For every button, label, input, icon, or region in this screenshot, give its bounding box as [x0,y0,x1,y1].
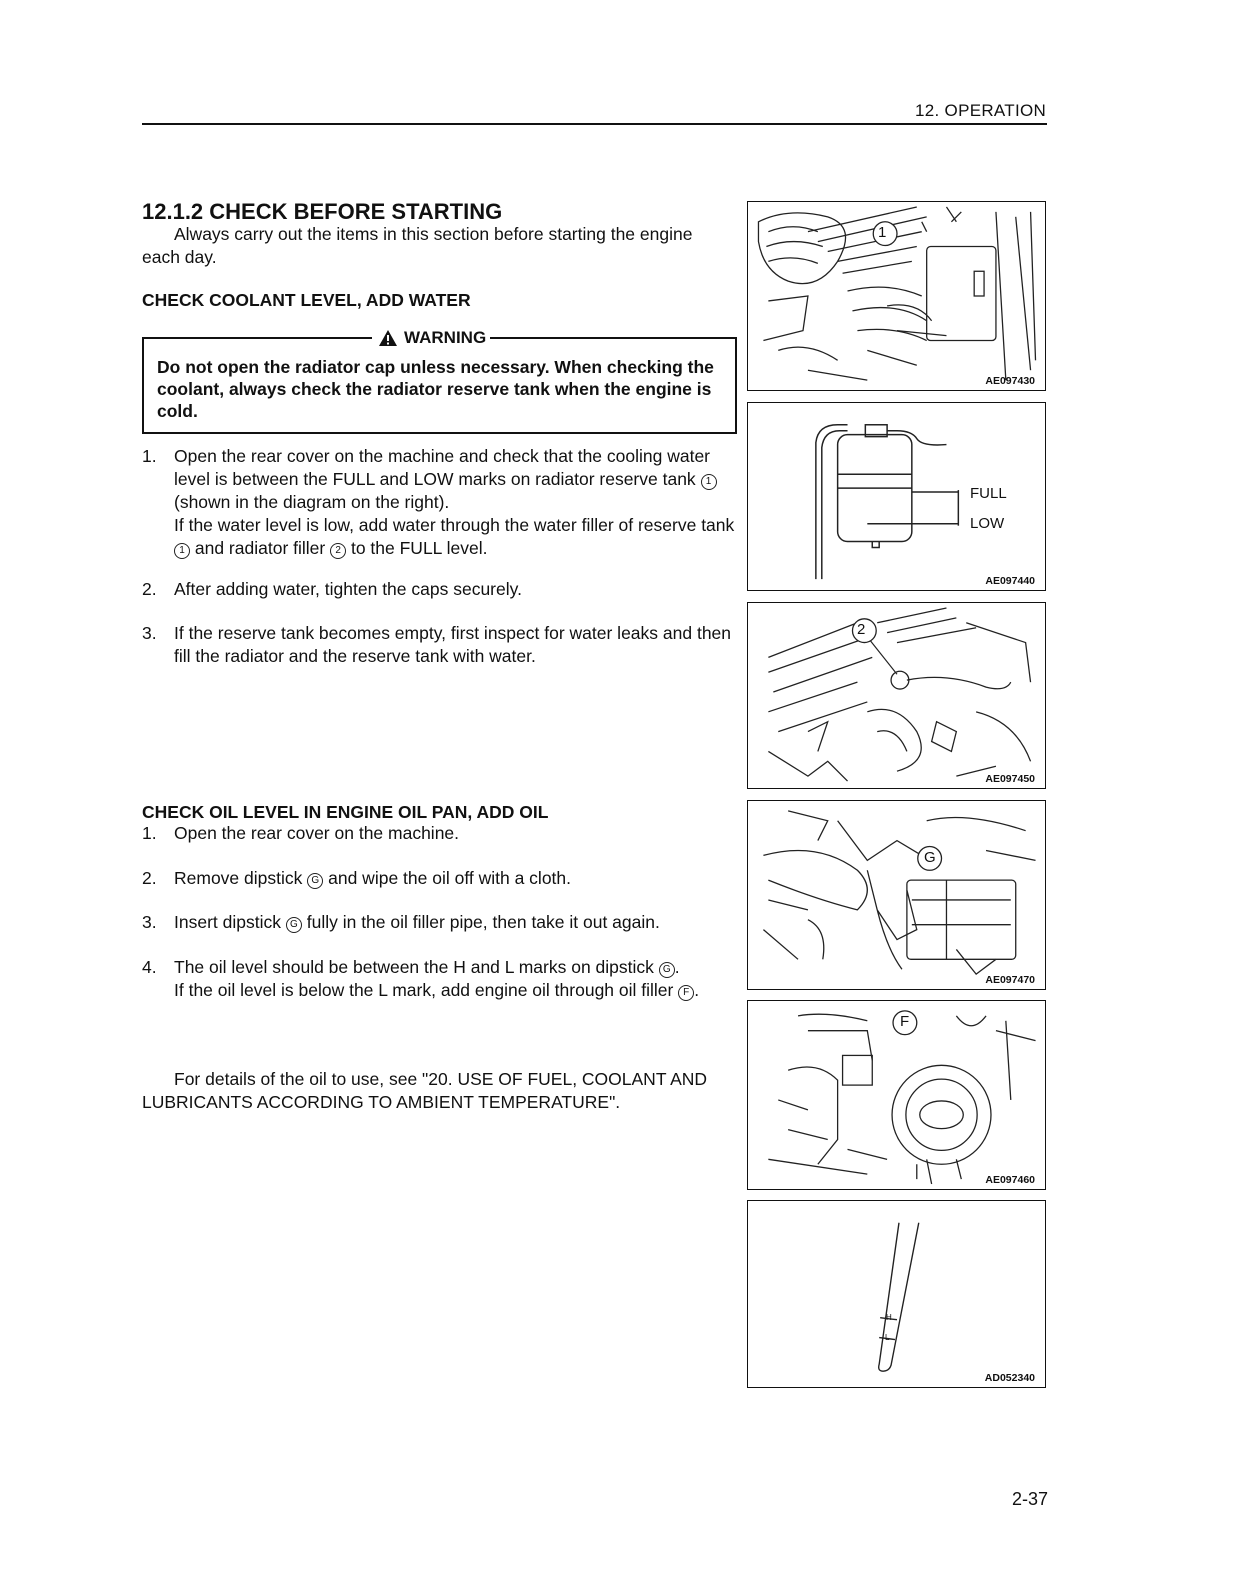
step-number: 2. [142,579,157,599]
step-text-part: Insert dipstick [174,912,286,932]
step-text [174,445,737,560]
step-text-part: and wipe the oil off with a cloth. [328,868,572,888]
figure-code: AE097470 [985,974,1035,986]
step-number: 4. [142,957,157,977]
figure-radiator-filler [747,602,1046,789]
running-header: 12. OPERATION [915,101,1047,120]
figure-dipstick-location [747,800,1046,990]
callout-marker-f: F [678,985,694,1001]
figure-oil-filler [747,1000,1046,1190]
warning-label-text: WARNING [404,328,487,347]
step-text-part: Remove dipstick [174,868,308,888]
step-text [174,956,737,1002]
engine-bay-illustration [748,202,1045,390]
section-title: 12.1.2 CHECK BEFORE STARTING [142,199,503,224]
callout-label: F [900,1013,910,1030]
figure-dipstick-marks [747,1200,1046,1388]
figure-reserve-tank-location [747,201,1046,391]
step-text: If the reserve tank becomes empty, first inspect for water leaks and then fill the radiator and the reserve tank with water. [174,623,732,666]
figure-code: AE097450 [985,773,1035,785]
step-text-part: to the FULL level. [350,538,488,558]
callout-marker-1: 1 [701,474,717,490]
figure-code: AE097460 [985,1174,1035,1186]
callout-marker-g: G [307,873,323,889]
dipstick-illustration [748,1201,1045,1387]
oil-note: For details of the oil to use, see "20. USE OF FUEL, COOLANT AND LUBRICANTS ACCORDING TO AMBIENT TEMPERATURE". [142,1069,708,1112]
step-number: 1. [142,823,157,843]
figure-code: AE097440 [985,575,1035,587]
step-text [174,867,737,890]
step-text-part: The oil level should be between the H and L marks on dipstick [174,957,659,977]
oil-step-3 [142,911,737,934]
step-text-part: If the water level is low, add water through the water filler of reserve tank [174,515,735,535]
coolant-step-1 [142,445,737,560]
full-mark-label: FULL [970,485,1007,502]
step-text-part: . [674,957,680,977]
callout-marker-1: 1 [174,543,190,559]
h-mark-label: H [886,1313,892,1322]
callout-label: 1 [878,224,887,241]
figure-code: AE097430 [985,375,1035,387]
step-text: After adding water, tighten the caps securely. [174,579,522,599]
step-number: 3. [142,912,157,932]
step-number: 3. [142,623,157,643]
oil-filler-illustration [748,1001,1045,1189]
step-text-part: fully in the oil filler pipe, then take it out again. [306,912,660,932]
callout-marker-g: G [659,962,675,978]
step-number: 1. [142,446,157,466]
coolant-step-3 [142,622,737,668]
step-text-part: (shown in the diagram on the right). [174,492,450,512]
l-mark-label: L [885,1333,890,1342]
radiator-illustration [748,603,1045,788]
low-mark-label: LOW [970,515,1005,532]
engine-side-illustration [748,801,1045,989]
step-number: 2. [142,868,157,888]
warning-text: Do not open the radiator cap unless necessary. When checking the coolant, always check the radiator reserve tank when the engine is cold. [157,357,714,421]
coolant-heading: CHECK COOLANT LEVEL, ADD WATER [142,290,471,310]
oil-step-4 [142,956,737,1002]
callout-label: 2 [857,621,866,638]
callout-label: G [924,849,936,866]
oil-step-2 [142,867,737,890]
warning-label [376,328,488,348]
step-text: Open the rear cover on the machine. [174,823,460,843]
callout-marker-g: G [286,917,302,933]
figure-code: AD052340 [984,1372,1035,1384]
figure-reserve-tank-levels [747,402,1046,591]
oil-step-1 [142,822,737,845]
callout-marker-2: 2 [330,543,346,559]
step-text-part: Open the rear cover on the machine and check that the cooling water level is between the FULL and LOW marks on radiator reserve tank [174,446,711,489]
step-text-part: If the oil level is below the L mark, add engine oil through oil filler [174,980,679,1000]
warning-triangle-icon [378,329,398,347]
intro-paragraph: Always carry out the items in this section before starting the engine each day. [142,224,693,267]
coolant-step-2 [142,578,737,601]
oil-heading: CHECK OIL LEVEL IN ENGINE OIL PAN, ADD OIL [142,802,549,822]
step-text [174,911,737,934]
step-text-part: and radiator filler [194,538,331,558]
page-number: 2-37 [1012,1489,1049,1509]
header-rule [142,123,1047,125]
step-text-part: . [694,980,700,1000]
